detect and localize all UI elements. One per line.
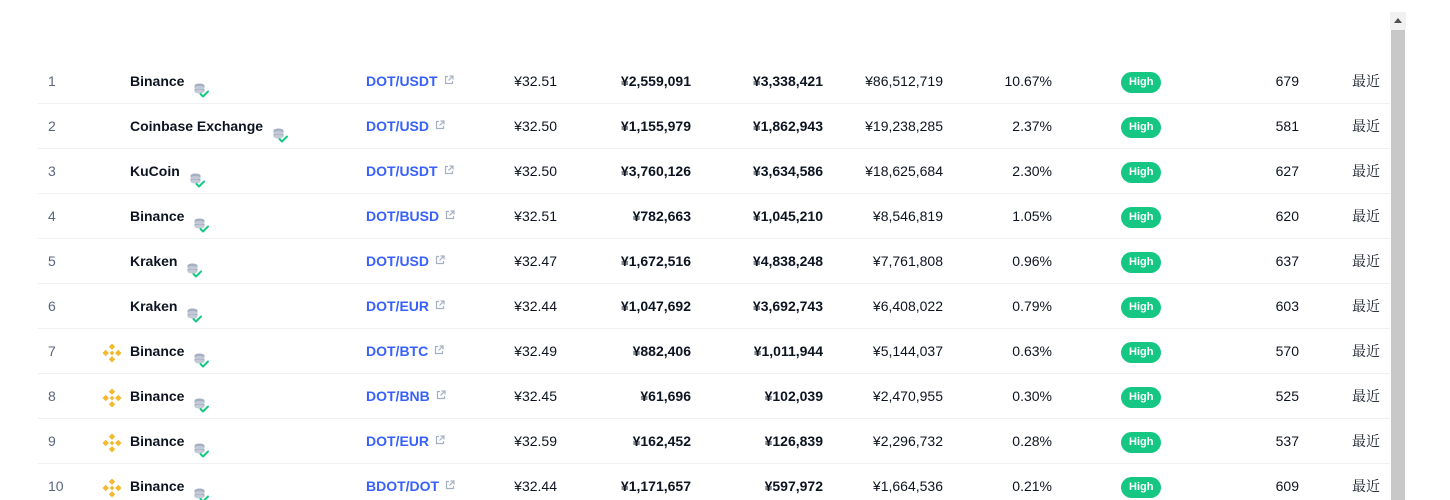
verified-coins-icon [192, 477, 210, 495]
updated-cell: 最近 [1352, 433, 1380, 449]
exchange-name[interactable] [130, 464, 210, 500]
table-row [38, 104, 1390, 149]
pair-label: DOT/USDT [366, 163, 438, 179]
confidence-cell [1121, 464, 1161, 500]
external-link-icon [435, 283, 445, 328]
volume-share-cell: 0.28% [1012, 433, 1052, 449]
external-link-icon [435, 418, 445, 463]
confidence-cell [1121, 284, 1161, 329]
rank-cell: 6 [48, 298, 56, 314]
pair-label: DOT/USDT [366, 73, 438, 89]
liquidity-score-cell: 537 [1275, 433, 1299, 449]
table-row [38, 239, 1390, 284]
pair-label: DOT/BUSD [366, 208, 440, 224]
exchange-name[interactable] [130, 329, 210, 374]
price-cell: ¥32.45 [514, 388, 557, 404]
confidence-badge: High [1121, 477, 1161, 498]
price-cell: ¥32.51 [514, 208, 557, 224]
rank-cell: 4 [48, 208, 56, 224]
table-row [38, 59, 1390, 104]
updated-cell: 最近 [1352, 73, 1380, 89]
exchange-name-label: Binance [130, 73, 185, 89]
confidence-badge: High [1121, 162, 1161, 183]
caret-up-icon [1390, 12, 1406, 30]
confidence-cell [1121, 419, 1161, 464]
confidence-cell [1121, 329, 1161, 374]
table-row [38, 284, 1390, 329]
liquidity-score-cell: 525 [1275, 388, 1299, 404]
rank-cell: 5 [48, 253, 56, 269]
liquidity-score-cell: 581 [1275, 118, 1299, 134]
depth-plus-cell: ¥1,672,516 [620, 253, 691, 269]
price-cell: ¥32.59 [514, 433, 557, 449]
exchange-name-label: Binance [130, 388, 185, 404]
verified-coins-icon [185, 252, 203, 270]
table-row [38, 464, 1390, 500]
rank-cell: 3 [48, 163, 56, 179]
depth-plus-cell: ¥1,171,657 [620, 478, 691, 494]
exchange-name[interactable] [130, 59, 210, 104]
depth-plus-cell: ¥882,406 [632, 343, 691, 359]
depth-plus-cell: ¥782,663 [632, 208, 691, 224]
depth-minus-cell: ¥126,839 [764, 433, 823, 449]
volume-share-cell: 0.21% [1012, 478, 1052, 494]
binance-logo-icon [100, 341, 124, 365]
external-link-icon [444, 58, 454, 103]
volume-share-cell: 2.37% [1012, 118, 1052, 134]
exchange-name-label: Binance [130, 208, 185, 224]
rank-cell: 9 [48, 433, 56, 449]
exchange-name[interactable] [130, 284, 203, 329]
confidence-cell [1121, 59, 1161, 104]
scroll-thumb[interactable] [1391, 30, 1405, 500]
pair-link[interactable] [366, 104, 445, 149]
volume-cell: ¥19,238,285 [865, 118, 943, 134]
verified-coins-icon [188, 162, 206, 180]
confidence-badge: High [1121, 117, 1161, 138]
volume-share-cell: 0.96% [1012, 253, 1052, 269]
rank-cell: 7 [48, 343, 56, 359]
pair-label: DOT/USD [366, 118, 429, 134]
depth-minus-cell: ¥3,634,586 [752, 163, 823, 179]
external-link-icon [445, 463, 455, 500]
table-row [38, 329, 1390, 374]
price-cell: ¥32.49 [514, 343, 557, 359]
depth-plus-cell: ¥2,559,091 [620, 73, 691, 89]
rank-cell: 8 [48, 388, 56, 404]
exchange-name[interactable] [130, 374, 210, 419]
rank-cell: 2 [48, 118, 56, 134]
pair-label: DOT/BTC [366, 343, 429, 359]
external-link-icon [436, 373, 446, 418]
table-row [38, 194, 1390, 239]
exchange-name-label: Binance [130, 478, 185, 494]
verified-coins-icon [185, 297, 203, 315]
confidence-badge: High [1121, 387, 1161, 408]
pair-label: BDOT/DOT [366, 478, 440, 494]
updated-cell: 最近 [1352, 208, 1380, 224]
volume-cell: ¥6,408,022 [872, 298, 943, 314]
confidence-cell [1121, 374, 1161, 419]
updated-cell: 最近 [1352, 118, 1380, 134]
confidence-badge: High [1121, 72, 1161, 93]
vertical-scrollbar[interactable] [1390, 12, 1406, 500]
scroll-up-arrow[interactable] [1390, 12, 1406, 30]
depth-minus-cell: ¥1,011,944 [753, 343, 823, 359]
updated-cell: 最近 [1352, 253, 1380, 269]
rank-cell: 10 [48, 478, 64, 494]
external-link-icon [435, 103, 445, 148]
volume-share-cell: 1.05% [1012, 208, 1052, 224]
exchange-name-label: Binance [130, 433, 185, 449]
volume-share-cell: 0.30% [1012, 388, 1052, 404]
exchange-name[interactable] [130, 194, 210, 239]
price-cell: ¥32.50 [514, 163, 557, 179]
verified-coins-icon [192, 387, 210, 405]
price-cell: ¥32.44 [514, 298, 557, 314]
exchange-name-label: Binance [130, 343, 185, 359]
pair-link[interactable] [366, 194, 455, 239]
updated-cell: 最近 [1352, 388, 1380, 404]
depth-plus-cell: ¥1,155,979 [620, 118, 691, 134]
volume-cell: ¥8,546,819 [872, 208, 943, 224]
pair-link[interactable] [366, 239, 445, 284]
price-cell: ¥32.51 [514, 73, 557, 89]
updated-cell: 最近 [1352, 478, 1380, 494]
price-cell: ¥32.44 [514, 478, 557, 494]
verified-coins-icon [192, 342, 210, 360]
depth-plus-cell: ¥1,047,692 [620, 298, 691, 314]
volume-cell: ¥5,144,037 [872, 343, 943, 359]
volume-share-cell: 0.79% [1012, 298, 1052, 314]
price-cell: ¥32.47 [514, 253, 557, 269]
depth-minus-cell: ¥3,692,743 [752, 298, 823, 314]
pair-link[interactable] [366, 329, 444, 374]
price-cell: ¥32.50 [514, 118, 557, 134]
pair-label: DOT/BNB [366, 388, 430, 404]
depth-plus-cell: ¥61,696 [640, 388, 691, 404]
liquidity-score-cell: 570 [1275, 343, 1299, 359]
exchange-name[interactable] [130, 149, 206, 194]
depth-minus-cell: ¥597,972 [764, 478, 823, 494]
binance-logo-icon [100, 386, 124, 410]
exchange-name-label: Coinbase Exchange [130, 118, 264, 134]
pair-link[interactable] [366, 284, 445, 329]
verified-coins-icon [271, 117, 289, 135]
confidence-badge: High [1121, 432, 1161, 453]
confidence-badge: High [1121, 342, 1161, 363]
confidence-badge: High [1121, 297, 1161, 318]
updated-cell: 最近 [1352, 298, 1380, 314]
exchange-name[interactable] [130, 239, 203, 284]
volume-cell: ¥2,296,732 [872, 433, 943, 449]
pair-link[interactable] [366, 374, 446, 419]
rank-cell: 1 [48, 73, 56, 89]
depth-minus-cell: ¥1,862,943 [752, 118, 823, 134]
external-link-icon [444, 148, 454, 193]
confidence-cell [1121, 194, 1161, 239]
pair-link[interactable] [366, 59, 454, 104]
liquidity-score-cell: 627 [1275, 163, 1299, 179]
external-link-icon [434, 328, 444, 373]
volume-cell: ¥86,512,719 [865, 73, 943, 89]
updated-cell: 最近 [1352, 343, 1380, 359]
volume-cell: ¥1,664,536 [872, 478, 943, 494]
external-link-icon [445, 193, 455, 238]
confidence-cell [1121, 239, 1161, 284]
depth-minus-cell: ¥102,039 [764, 388, 823, 404]
external-link-icon [435, 238, 445, 283]
liquidity-score-cell: 609 [1275, 478, 1299, 494]
confidence-cell [1121, 149, 1161, 194]
volume-cell: ¥18,625,684 [865, 163, 943, 179]
table-row [38, 149, 1390, 194]
volume-share-cell: 0.63% [1012, 343, 1052, 359]
pair-link[interactable] [366, 464, 455, 500]
exchange-name-label: KuCoin [130, 163, 180, 179]
pair-label: DOT/EUR [366, 433, 429, 449]
verified-coins-icon [192, 432, 210, 450]
binance-logo-icon [100, 431, 124, 455]
volume-cell: ¥7,761,808 [872, 253, 943, 269]
exchange-name[interactable] [130, 419, 210, 464]
exchange-name[interactable] [130, 104, 289, 149]
pair-link[interactable] [366, 419, 445, 464]
pair-link[interactable] [366, 149, 454, 194]
confidence-badge: High [1121, 207, 1161, 228]
depth-plus-cell: ¥3,760,126 [620, 163, 691, 179]
exchange-name-label: Kraken [130, 253, 178, 269]
volume-cell: ¥2,470,955 [872, 388, 943, 404]
pair-label: DOT/EUR [366, 298, 429, 314]
confidence-cell [1121, 104, 1161, 149]
volume-share-cell: 2.30% [1012, 163, 1052, 179]
table-row [38, 374, 1390, 419]
verified-coins-icon [192, 207, 210, 225]
verified-coins-icon [192, 72, 210, 90]
liquidity-score-cell: 679 [1275, 73, 1299, 89]
confidence-badge: High [1121, 252, 1161, 273]
depth-plus-cell: ¥162,452 [632, 433, 691, 449]
depth-minus-cell: ¥3,338,421 [752, 73, 823, 89]
liquidity-score-cell: 620 [1275, 208, 1299, 224]
pair-label: DOT/USD [366, 253, 429, 269]
volume-share-cell: 10.67% [1004, 73, 1052, 89]
depth-minus-cell: ¥1,045,210 [752, 208, 823, 224]
updated-cell: 最近 [1352, 163, 1380, 179]
binance-logo-icon [100, 476, 124, 500]
liquidity-score-cell: 603 [1275, 298, 1299, 314]
liquidity-score-cell: 637 [1275, 253, 1299, 269]
table-row [38, 419, 1390, 464]
exchange-name-label: Kraken [130, 298, 178, 314]
depth-minus-cell: ¥4,838,248 [752, 253, 823, 269]
